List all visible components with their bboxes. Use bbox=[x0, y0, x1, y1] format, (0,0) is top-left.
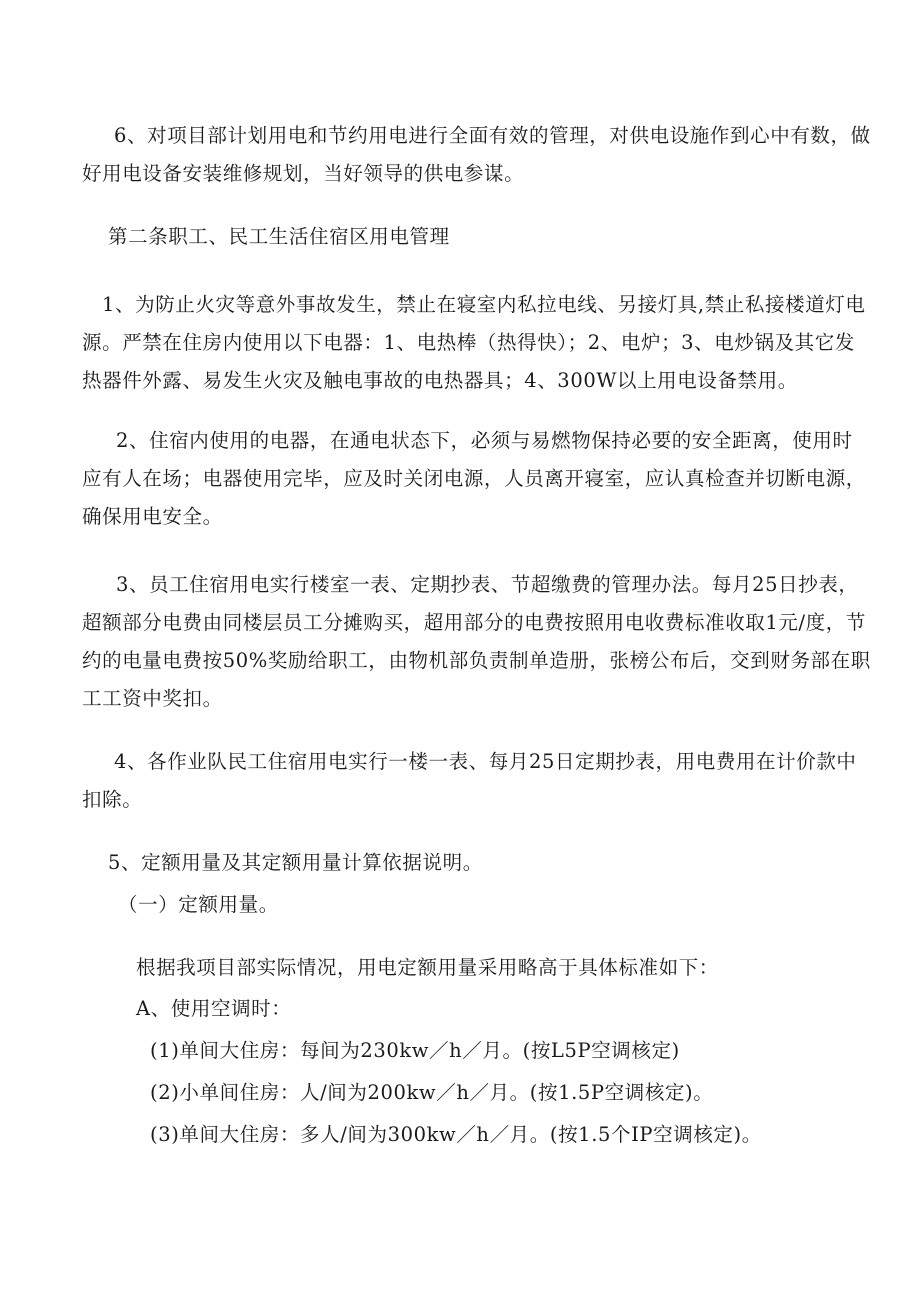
paragraph-item-5: 5、定额用量及其定额用量计算依据说明。 bbox=[108, 851, 483, 874]
item-a-air-conditioning: A、使用空调时： bbox=[136, 997, 292, 1020]
quota-line-2: (2)小单间住房：人/间为200kw／h／月。(按1.5P空调核定)。 bbox=[150, 1081, 714, 1104]
paragraph-item-1: 1、为防止火灾等意外事故发生，禁止在寝室内私拉电线、另接灯具,禁止私接楼道灯电源。严禁在住房内使用以下电器：1、电热棒（热得快）；2、电炉；3、电炒锅及其它发热器件外露、易发生火灾及触电事故的电热器具；4、300W以上用电设备禁用。 bbox=[82, 293, 866, 392]
quota-line-1: (1)单间大住房：每间为230kw／h／月。(按L5P空调核定) bbox=[150, 1039, 680, 1062]
paragraph-item-3: 3、员工住宿用电实行楼室一表、定期抄表、节超缴费的管理办法。每月25日抄表，超额部分电费由同楼层员工分摊购买，超用部分的电费按照用电收费标准收取1元/度，节约的电量电费按50%奖励给职工，由物机部负责制单造册，张榜公布后，交到财务部在职工工资中奖扣。 bbox=[82, 573, 871, 710]
paragraph-item-6: 6、对项目部计划用电和节约用电进行全面有效的管理，对供电设施作到心中有数，做好用电设备安装维修规划，当好领导的供电参谋。 bbox=[82, 124, 871, 185]
quota-line-3: (3)单间大住房：多人/间为300kw／h／月。(按1.5个IP空调核定)。 bbox=[150, 1123, 762, 1146]
subsection-quota: （一）定额用量。 bbox=[118, 893, 279, 916]
section-heading-article-2: 第二条职工、民工生活住宿区用电管理 bbox=[108, 225, 450, 248]
paragraph-item-4: 4、各作业队民工住宿用电实行一楼一表、每月25日定期抄表，用电费用在计价款中扣除。 bbox=[82, 750, 857, 811]
paragraph-item-2: 2、住宿内使用的电器，在通电状态下，必须与易燃物保持必要的安全距离，使用时应有人在场；电器使用完毕，应及时关闭电源，人员离开寝室，应认真检查并切断电源，确保用电安全。 bbox=[82, 429, 866, 528]
quota-intro: 根据我项目部实际情况，用电定额用量采用略高于具体标准如下： bbox=[136, 956, 719, 979]
